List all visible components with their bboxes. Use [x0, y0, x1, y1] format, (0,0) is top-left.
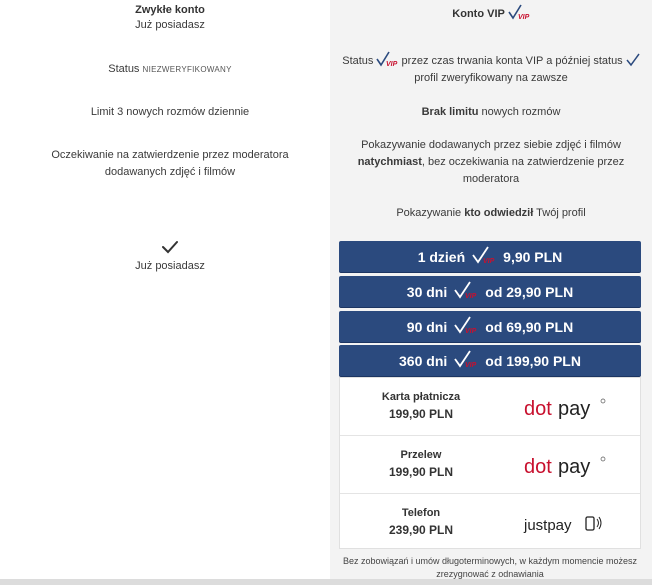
status-label: Status	[108, 63, 140, 75]
vip-show-line2	[330, 154, 652, 171]
svg-text:dot: dot	[524, 398, 552, 420]
payment-method-name: Telefon	[401, 507, 441, 519]
plan-1-day-button[interactable]	[339, 241, 641, 272]
payment-method-name: Karta płatnicza	[381, 391, 461, 403]
svg-text:justpay: justpay	[524, 517, 572, 534]
plan-price: 9,90 PLN	[503, 248, 563, 265]
vip-account-title	[330, 4, 652, 26]
vip-status-prefix: Status	[342, 55, 374, 67]
vip-check-icon	[453, 280, 479, 303]
vip-check-icon	[508, 4, 530, 26]
payment-phone-option[interactable]	[340, 494, 640, 551]
dotpay-logo	[520, 454, 610, 478]
standard-owned-label: Już posiadasz	[135, 19, 205, 31]
standard-account-title: Zwykłe konto	[135, 4, 205, 16]
standard-waiting: Oczekiwanie na zatwierdzenie przez moderatora dodawanych zdjęć i filmów	[51, 149, 289, 178]
bottom-scrollbar-edge	[0, 579, 652, 585]
vip-visitors	[330, 205, 652, 222]
payment-method-name: Przelew	[400, 449, 442, 461]
svg-text:dot: dot	[524, 456, 552, 478]
vip-status-line2: profil zweryfikowany na zawsze	[414, 72, 568, 84]
vip-check-icon	[471, 245, 497, 268]
standard-owned-bottom: Już posiadasz	[135, 260, 205, 272]
footnote: Bez zobowiązań i umów długoterminowych, w każdym momencie możesz zrezygnować z odnawiania	[342, 556, 638, 579]
vip-title-text: Konto VIP	[452, 8, 505, 20]
plan-price: od 199,90 PLN	[485, 352, 581, 369]
plan-price: od 29,90 PLN	[485, 283, 574, 300]
plan-price: od 69,90 PLN	[485, 318, 574, 335]
svg-text:pay: pay	[558, 456, 591, 478]
vip-no-limit	[330, 104, 652, 121]
plan-duration: 90 dni	[406, 318, 448, 335]
justpay-logo	[520, 512, 610, 536]
visitors-suffix: Twój profil	[536, 207, 586, 219]
no-limit-bold: Brak limitu	[421, 106, 479, 118]
payment-price: 199,90 PLN	[388, 407, 454, 421]
plan-360-days-button[interactable]	[339, 345, 641, 376]
payment-card-option[interactable]	[340, 378, 640, 436]
svg-text:pay: pay	[558, 398, 591, 420]
payment-price: 199,90 PLN	[388, 465, 454, 479]
visitors-prefix: Pokazywanie	[396, 207, 462, 219]
plan-90-days-button[interactable]	[339, 311, 641, 342]
vip-show-line3: moderatora	[462, 173, 520, 185]
dotpay-logo	[520, 396, 610, 420]
standard-status	[0, 61, 340, 78]
svg-text:VIP: VIP	[465, 362, 477, 369]
vip-check-icon	[453, 315, 479, 338]
plan-duration: 1 dzień	[417, 248, 466, 265]
payment-transfer-option[interactable]	[340, 436, 640, 494]
payment-price: 239,90 PLN	[388, 523, 454, 537]
plan-duration: 30 dni	[406, 283, 448, 300]
vip-show-line1: Pokazywanie dodawanych przez siebie zdjęć i filmów	[361, 139, 621, 151]
svg-text:VIP: VIP	[517, 14, 529, 20]
show-bold: natychmiast	[357, 156, 422, 168]
vip-status-suffix: przez czas trwania konta VIP a później status	[401, 55, 623, 67]
plan-30-days-button[interactable]	[339, 276, 641, 307]
standard-limit: Limit 3 nowych rozmów dziennie	[90, 106, 250, 118]
svg-text:VIP: VIP	[465, 293, 477, 300]
vip-check-icon	[453, 349, 479, 372]
svg-text:VIP: VIP	[483, 258, 495, 265]
visitors-bold: kto odwiedził	[464, 207, 534, 219]
payment-options-panel	[339, 377, 641, 549]
svg-text:VIP: VIP	[465, 328, 477, 335]
plan-duration: 360 dni	[399, 352, 448, 369]
no-limit-rest: nowych rozmów	[481, 106, 561, 118]
svg-text:VIP: VIP	[386, 61, 398, 67]
show-line2-rest: , bez oczekiwania na zatwierdzenie przez	[421, 156, 625, 168]
status-unverified-badge: NIEZWERYFIKOWANY	[142, 65, 232, 74]
owned-check-icon	[0, 240, 340, 256]
